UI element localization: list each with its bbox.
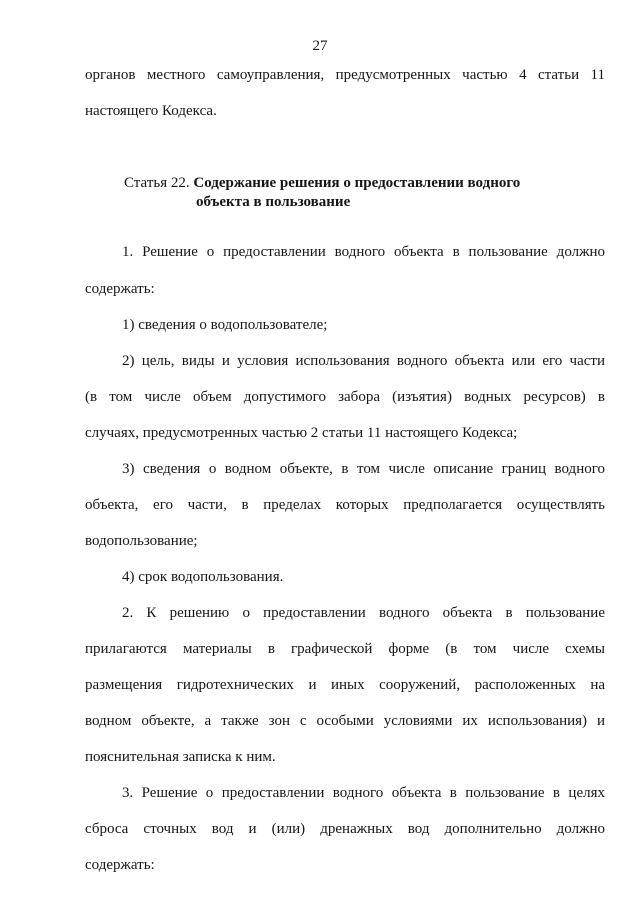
paragraph-line: прилагаются материалы в графической форме (в том числе схемы <box>85 641 605 657</box>
paragraph-line: пояснительная записка к ним. <box>85 749 276 765</box>
list-item-continuation: случаях, предусмотренных частью 2 статьи 11 настоящего Кодекса; <box>85 425 518 441</box>
paragraph-line: содержать: <box>85 857 155 873</box>
list-item-continuation: водопользование; <box>85 533 198 549</box>
list-item-continuation: объекта, его части, в пределах которых предполагается осуществлять <box>85 497 605 513</box>
article-heading <box>124 174 520 192</box>
list-item: 2) цель, виды и условия использования водного объекта или его части <box>122 353 605 369</box>
paragraph-line: водном объекте, а также зон с особыми условиями их использования) и <box>85 713 605 729</box>
article-prefix: Статья 22. <box>124 175 190 191</box>
article-title-continuation: объекта в пользование <box>196 194 351 210</box>
list-item: 3) сведения о водном объекте, в том числе описание границ водного <box>122 461 605 477</box>
list-item: 4) срок водопользования. <box>122 569 284 585</box>
article-title: Содержание решения о предоставлении водного <box>193 175 521 191</box>
paragraph-line: содержать: <box>85 281 155 297</box>
paragraph-line: 3. Решение о предоставлении водного объекта в пользование в целях <box>122 785 605 801</box>
list-item-continuation: (в том числе объем допустимого забора (изъятия) водных ресурсов) в <box>85 389 605 405</box>
paragraph-line: сброса сточных вод и (или) дренажных вод дополнительно должно <box>85 821 605 837</box>
paragraph-line: размещения гидротехнических и иных сооружений, расположенных на <box>85 677 605 693</box>
page-number: 27 <box>312 38 328 54</box>
text-line: органов местного самоуправления, предусмотренных частью 4 статьи 11 <box>85 67 605 83</box>
list-item: 1) сведения о водопользователе; <box>122 317 328 333</box>
paragraph-line: 1. Решение о предоставлении водного объекта в пользование должно <box>122 244 605 260</box>
text-line: настоящего Кодекса. <box>85 103 217 119</box>
paragraph-line: 2. К решению о предоставлении водного объекта в пользование <box>122 605 605 621</box>
